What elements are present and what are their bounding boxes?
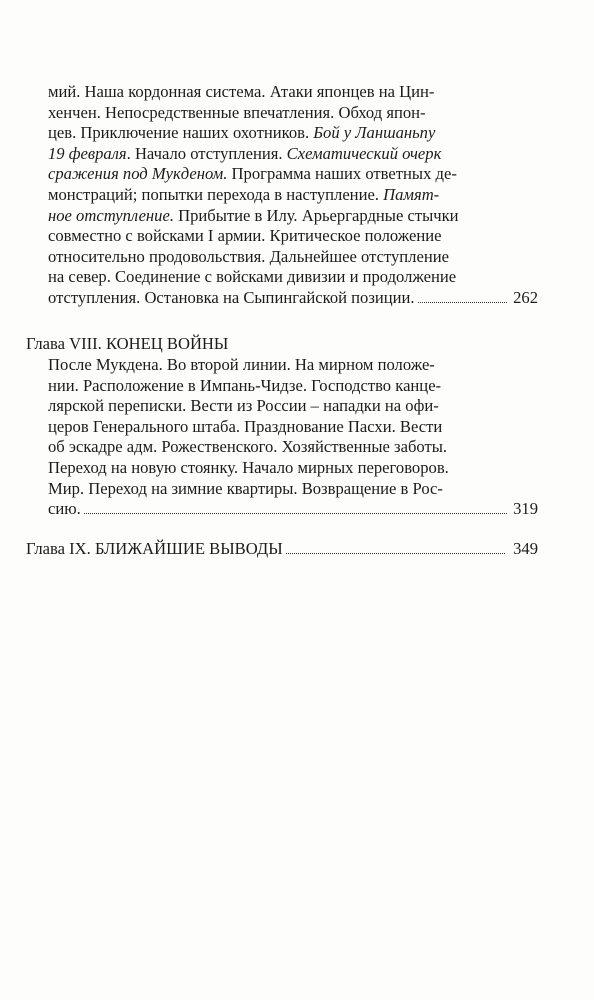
toc-chapter-9-heading	[26, 539, 538, 560]
toc-text-line	[48, 396, 538, 417]
text-segment: Переход на новую стоянку. Начало мирных переговоров.	[48, 457, 449, 477]
chapter-9-title: БЛИЖАЙШИЕ ВЫВОДЫ	[94, 539, 283, 558]
text-segment: на север. Соединение с войсками дивизии и продолжение	[48, 267, 457, 287]
toc-text-line	[48, 288, 538, 309]
text-segment: мий. Наша кордонная система. Атаки японцев на Цин-	[48, 82, 435, 101]
text-segment: нии. Расположение в Импань-Чидзе. Господство канце-	[48, 375, 442, 395]
toc-text-line	[48, 417, 538, 438]
toc-text-line	[48, 144, 538, 165]
page-number: 319	[513, 499, 538, 519]
italic-segment: 19 февраля	[48, 143, 127, 163]
text-segment: сию.	[48, 499, 81, 519]
text-segment: отступления. Остановка на Сыпингайской позиции.	[48, 287, 415, 307]
chapter-8-label: Глава VIII.	[26, 334, 102, 353]
chapter-9-label: Глава IX.	[26, 539, 91, 558]
text-segment: совместно с войсками I армии. Критическое положение	[48, 226, 442, 246]
toc-chapter-8-heading	[26, 334, 228, 355]
toc-text-line	[48, 82, 538, 103]
toc-text-line	[48, 247, 538, 268]
text-segment: Мир. Переход на зимние квартиры. Возвращение в Рос-	[48, 478, 443, 498]
toc-text-line	[48, 458, 538, 479]
toc-entry-chapter7-contents	[48, 82, 538, 309]
text-segment: . Начало отступления.	[126, 143, 287, 163]
dot-leader	[84, 513, 507, 514]
text-segment: лярской переписки. Вести из России – нападки на офи-	[48, 396, 439, 416]
italic-segment: Бой у Ланшаньпу	[313, 123, 436, 143]
toc-text-line	[48, 123, 538, 144]
text-segment: относительно продовольствия. Дальнейшее отступление	[48, 246, 449, 266]
toc-text-line	[48, 164, 538, 185]
bleed-through	[120, 570, 520, 830]
toc-text-line	[48, 185, 538, 206]
text-segment: церов Генерального штаба. Празднование Пасхи. Вести	[48, 416, 443, 436]
toc-entry-chapter8-contents	[48, 355, 538, 520]
toc-text-line	[48, 267, 538, 288]
text-segment: монстраций; попытки перехода в наступление.	[48, 184, 384, 204]
toc-text-line	[48, 437, 538, 458]
toc-text-line	[48, 206, 538, 227]
text-segment: После Мукдена. Во второй линии. На мирном положе-	[48, 355, 435, 374]
chapter-8-title: КОНЕЦ ВОЙНЫ	[106, 334, 229, 353]
dot-leader	[286, 553, 506, 554]
toc-text-line	[48, 479, 538, 500]
toc-text-line	[48, 355, 538, 376]
text-segment: Прибытие в Илу. Арьергардные стычки	[173, 205, 459, 225]
toc-text-line	[48, 499, 538, 520]
text-segment: Программа наших ответных де-	[227, 164, 457, 184]
text-segment: цев. Приключение наших охотников.	[48, 123, 314, 143]
italic-segment: ное отступление.	[48, 205, 174, 225]
italic-segment: Схематический очерк	[286, 143, 442, 163]
chapter-9-page-number: 349	[513, 539, 538, 558]
toc-text-line	[48, 103, 538, 124]
toc-text-line	[48, 376, 538, 397]
text-segment: об эскадре адм. Рожественского. Хозяйственные заботы.	[48, 437, 448, 457]
dot-leader	[418, 302, 508, 303]
page-number: 262	[513, 287, 538, 307]
italic-segment: сражения под Мукденом.	[48, 164, 228, 184]
italic-segment: Памят-	[383, 184, 440, 204]
toc-text-line	[48, 226, 538, 247]
text-segment: хенчен. Непосредственные впечатления. Обход япон-	[48, 102, 426, 122]
